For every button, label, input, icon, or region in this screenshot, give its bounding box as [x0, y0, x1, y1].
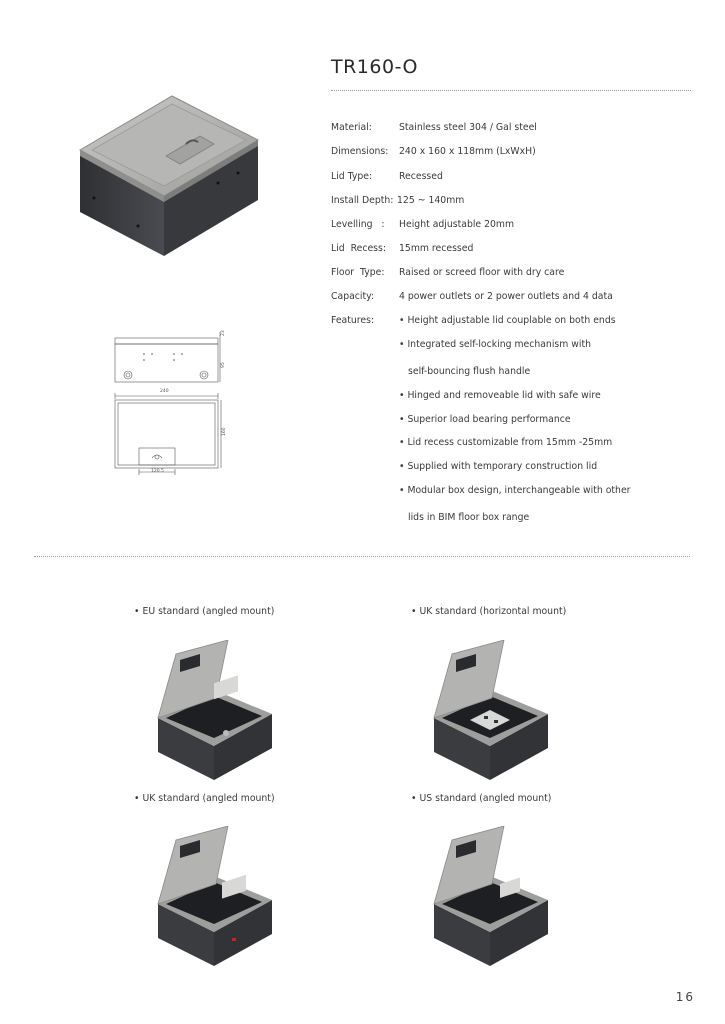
feature-item: • Supplied with temporary construction lid	[399, 461, 598, 472]
dim-top-height: 23	[221, 330, 226, 336]
dim-side-height: 95	[221, 362, 226, 368]
spec-value: Stainless steel 304 / Gal steel	[399, 122, 537, 133]
spec-value: Recessed	[399, 171, 443, 182]
variant-image-uk-angled	[150, 826, 280, 966]
page-number: 16	[675, 990, 695, 1004]
feature-item: lids in BIM floor box range	[408, 512, 530, 523]
dim-depth: 160	[222, 427, 227, 436]
spec-label: Material:	[331, 122, 372, 133]
spec-value: 125 ~ 140mm	[397, 195, 465, 206]
variant-image-uk-horizontal	[426, 640, 556, 780]
spec-label: Capacity:	[331, 291, 375, 302]
spec-label: Install Depth:	[331, 195, 394, 206]
title-divider	[331, 90, 691, 91]
feature-item: self-bouncing flush handle	[408, 366, 531, 377]
variant-label-uk-horizontal: • UK standard (horizontal mount)	[411, 606, 567, 617]
spec-value: 15mm recessed	[399, 243, 474, 254]
spec-value: Raised or screed floor with dry care	[399, 267, 565, 278]
product-title: TR160-O	[331, 56, 418, 78]
variant-image-us	[426, 826, 556, 966]
feature-item: • Integrated self-locking mechanism with	[399, 339, 591, 350]
feature-item: • Superior load bearing performance	[399, 414, 571, 425]
variant-label-us: • US standard (angled mount)	[411, 793, 552, 804]
spec-label: Lid Recess:	[331, 243, 386, 254]
variant-label-eu: • EU standard (angled mount)	[134, 606, 275, 617]
spec-label: Features:	[331, 315, 375, 326]
spec-label: Floor Type:	[331, 267, 385, 278]
spec-value: 4 power outlets or 2 power outlets and 4 data	[399, 291, 613, 302]
feature-item: • Hinged and removeable lid with safe wire	[399, 390, 601, 401]
spec-value: 240 x 160 x 118mm (LxWxH)	[399, 146, 536, 157]
feature-item: • Modular box design, interchangeable with other	[399, 485, 631, 496]
spec-label: Dimensions:	[331, 146, 389, 157]
dim-handle: 120.5	[151, 469, 164, 474]
section-divider	[34, 556, 690, 557]
spec-label: Levelling :	[331, 219, 385, 230]
dim-width: 240	[160, 389, 169, 394]
feature-item: • Height adjustable lid couplable on both ends	[399, 315, 616, 326]
technical-drawing	[108, 330, 238, 480]
variant-label-uk-angled: • UK standard (angled mount)	[134, 793, 275, 804]
product-image-closed	[68, 78, 268, 258]
spec-value: Height adjustable 20mm	[399, 219, 515, 230]
spec-label: Lid Type:	[331, 171, 373, 182]
variant-image-eu	[150, 640, 280, 780]
feature-item: • Lid recess customizable from 15mm -25mm	[399, 437, 613, 448]
